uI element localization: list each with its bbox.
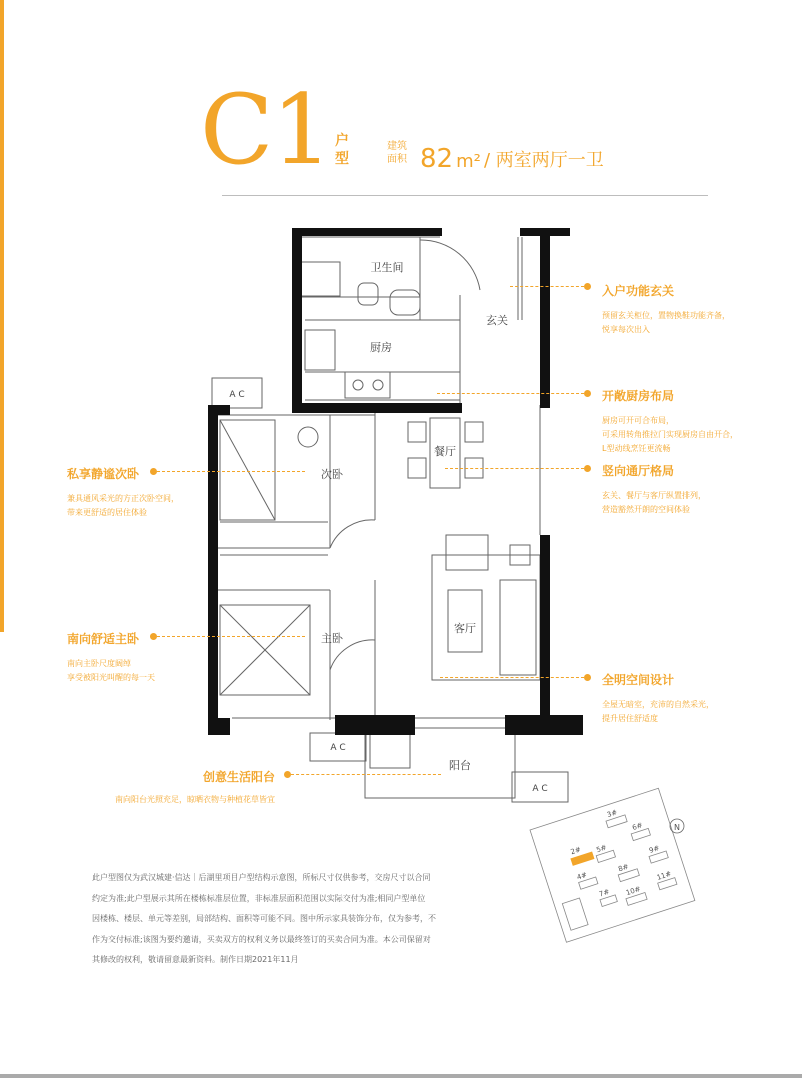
site-building-4: 4# (575, 870, 589, 882)
site-building-3: 3# (606, 808, 619, 820)
leader-balcony (291, 774, 441, 775)
feature-desc-line: 兼具通风采光的方正次卧空间， (67, 494, 179, 503)
room-kitchen: 厨房 (370, 341, 392, 354)
feature-kitchen (602, 387, 738, 456)
site-building-8: 8# (617, 862, 630, 874)
feature-desc-line: 厨房可开可合布局， (602, 416, 674, 425)
site-building-11: 11# (655, 869, 673, 882)
site-building-5: 5# (595, 843, 608, 855)
area-label: 建筑面积 (387, 141, 407, 165)
marker-dining (584, 465, 591, 472)
site-building-10: 10# (625, 884, 642, 898)
type-label: 户型 (335, 133, 349, 167)
marker-living (584, 674, 591, 681)
room-balcony: 阳台 (449, 759, 471, 772)
leader-kitchen (437, 393, 584, 394)
area-value: 82 m² (420, 144, 481, 174)
room-dining: 餐厅 (434, 445, 456, 458)
feature-layout (602, 462, 706, 517)
ac-label-3: A C (532, 784, 548, 794)
layout-description: / 两室两厅一卫 (484, 150, 604, 171)
north-label: N (674, 823, 680, 832)
leader-dining (445, 468, 584, 469)
feature-entrance (602, 282, 730, 337)
feature-desc-line: 可采用转角推拉门实现厨房自由开合， (602, 430, 738, 439)
disclaimer-line: 约定为准;此户型展示其所在楼栋标准层位置，非标准层面积范围以实际交付为准;相同户型单位 (92, 893, 426, 903)
disclaimer-line: 作为交付标准;该图为要约邀请，买卖双方的权利义务以最终签订的买卖合同为准。本公司保留对 (92, 934, 431, 944)
room-living: 客厅 (454, 622, 476, 635)
feature-desc-line: L型动线烹饪更流畅 (602, 444, 671, 453)
room-entrance: 玄关 (486, 314, 508, 327)
feature-title: 入户功能玄关 (602, 284, 675, 298)
disclaimer-line: 此户型图仅为武汉城建·信达｜后湖里项目户型结构示意图，所标尺寸仅供参考，交房尺寸以合同 (92, 873, 431, 882)
ac-label-1: A C (229, 390, 245, 400)
marker-balcony (284, 771, 291, 778)
site-building-2: 2# (569, 845, 582, 857)
feature-daylight (602, 671, 714, 726)
room-master-bedroom: 主卧 (321, 632, 343, 645)
feature-desc-line: 南向阳台光照充足，晾晒衣物与种植花草皆宜 (115, 795, 275, 804)
marker-kitchen (584, 390, 591, 397)
leader-second-bedroom (157, 471, 305, 472)
leader-master-bedroom (157, 636, 305, 637)
disclaimer-line: 其修改的权利，敬请留意最新资料。制作日期2021年11月 (92, 955, 299, 965)
room-second-bedroom: 次卧 (321, 468, 343, 481)
footer-rule (0, 1074, 802, 1078)
marker-entrance (584, 283, 591, 290)
feature-title: 竖向通厅格局 (602, 464, 675, 478)
feature-desc-line: 玄关、餐厅与客厅纵置排列， (602, 491, 706, 500)
ac-label-2: A C (330, 743, 346, 753)
feature-title: 创意生活阳台 (203, 770, 276, 784)
feature-desc-line: 带来更舒适的居住体验 (67, 508, 147, 517)
disclaimer-line: 因楼栋、楼层、单元等差别，局部结构、面积等可能不同。图中所示家具装饰分布，仅为参考，不 (92, 914, 436, 924)
site-building-6: 6# (631, 821, 644, 833)
feature-desc-line: 享受被阳光叫醒的每一天 (67, 673, 155, 682)
site-building-9: 9# (648, 844, 661, 855)
site-building-7: 7# (598, 887, 611, 899)
feature-desc-line: 预留玄关柜位，置物换鞋功能齐备， (602, 311, 730, 320)
feature-title: 开敞厨房布局 (602, 389, 675, 403)
feature-desc-line: 南向主卧尺度阔绰 (67, 659, 131, 668)
feature-balcony (115, 768, 275, 807)
model-code: C1 (200, 74, 331, 186)
feature-title: 南向舒适主卧 (67, 632, 140, 646)
feature-title: 全明空间设计 (602, 673, 675, 687)
feature-desc-line: 全屋无暗室，充沛的自然采光， (602, 700, 714, 709)
feature-desc-line: 营造豁然开朗的空间体验 (602, 505, 690, 514)
feature-desc-line: 提升居住舒适度 (602, 714, 658, 723)
feature-master-bedroom (67, 630, 155, 685)
feature-title: 私享静谧次卧 (67, 467, 140, 481)
room-bathroom: 卫生间 (370, 261, 404, 274)
disclaimer (92, 868, 442, 971)
feature-second-bedroom (67, 465, 179, 520)
feature-desc-line: 悦享每次出入 (602, 325, 650, 334)
leader-entrance (510, 286, 584, 287)
leader-living (440, 677, 584, 678)
